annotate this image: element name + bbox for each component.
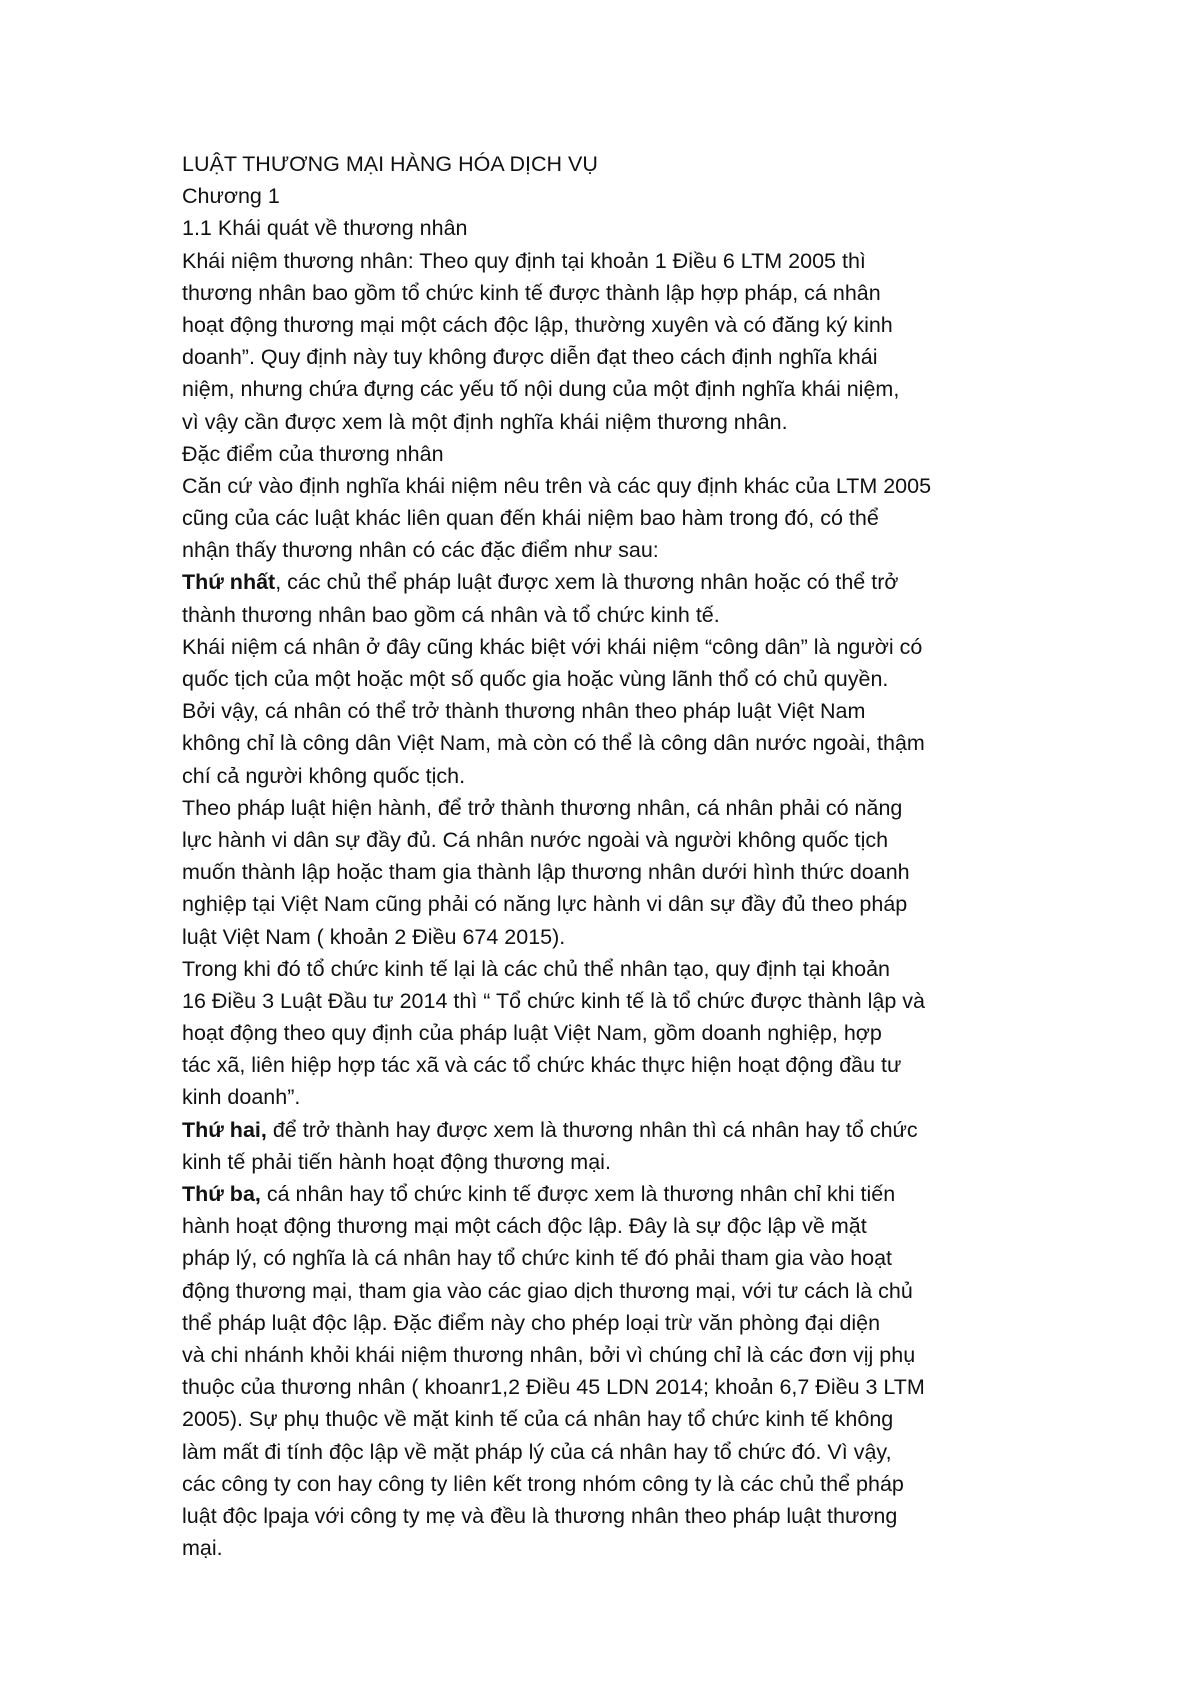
text-line: Theo pháp luật hiện hành, để trở thành thương nhân, cá nhân phải có năng bbox=[182, 795, 903, 820]
text-line: 2005). Sự phụ thuộc về mặt kinh tế của cá nhân hay tổ chức kinh tế không bbox=[182, 1407, 894, 1432]
chapter-heading: Chương 1 bbox=[182, 184, 280, 209]
text-line: Khái niệm cá nhân ở đây cũng khác biệt với khái niệm “công dân” là người có bbox=[182, 634, 923, 659]
text-line: luật Việt Nam ( khoản 2 Điều 674 2015). bbox=[182, 924, 566, 949]
third-feature-paragraph bbox=[182, 1178, 1040, 1564]
second-feature-paragraph bbox=[182, 1114, 1040, 1178]
text-line: thành thương nhân bao gồm cá nhân và tổ chức kinh tế. bbox=[182, 602, 720, 627]
text-line: Trong khi đó tổ chức kinh tế lại là các chủ thể nhân tạo, quy định tại khoản bbox=[182, 956, 891, 981]
intro-paragraph bbox=[182, 470, 1040, 567]
definition-paragraph bbox=[182, 245, 1040, 438]
features-heading: Đặc điểm của thương nhân bbox=[182, 441, 444, 466]
text-line: thương nhân bao gồm tổ chức kinh tế được thành lập hợp pháp, cá nhân bbox=[182, 280, 881, 305]
text-line: niệm, nhưng chứa đựng các yếu tố nội dung của một định nghĩa khái niệm, bbox=[182, 377, 900, 402]
text-line: luật độc lpaja với công ty mẹ và đều là thương nhân theo pháp luật thương bbox=[182, 1503, 898, 1528]
text-line: quốc tịch của một hoặc một số quốc gia hoặc vùng lãnh thổ có chủ quyền. bbox=[182, 667, 889, 691]
text-line: các công ty con hay công ty liên kết trong nhóm công ty là các chủ thể pháp bbox=[182, 1471, 904, 1496]
text-line: hành hoạt động thương mại một cách độc lập. Đây là sự độc lập về mặt bbox=[182, 1214, 867, 1239]
text-line: Căn cứ vào định nghĩa khái niệm nêu trên và các quy định khác của LTM 2005 bbox=[182, 473, 932, 498]
text-line: làm mất đi tính độc lập về mặt pháp lý của cá nhân hay tổ chức đó. Vì vậy, bbox=[182, 1439, 892, 1464]
third-feature-label: Thứ ba, bbox=[182, 1182, 261, 1206]
text-line: nhận thấy thương nhân có các đặc điểm như sau: bbox=[182, 538, 659, 563]
text-line: doanh”. Quy định này tuy không được diễn đạt theo cách định nghĩa khái bbox=[182, 345, 878, 370]
third-feature-text: cá nhân hay tổ chức kinh tế được xem là thương nhân chỉ khi tiến bbox=[260, 1182, 896, 1206]
text-line bbox=[182, 1114, 1040, 1146]
text-line bbox=[182, 566, 1040, 598]
text-line: chí cả người không quốc tịch. bbox=[182, 763, 466, 788]
text-line: lực hành vi dân sự đầy đủ. Cá nhân nước ngoài và người không quốc tịch bbox=[182, 827, 889, 852]
text-line: mại. bbox=[182, 1536, 223, 1561]
first-feature-paragraph bbox=[182, 566, 1040, 1113]
text-line: không chỉ là công dân Việt Nam, mà còn có thể là công dân nước ngoài, thậm bbox=[182, 731, 925, 756]
text-line: kinh tế phải tiến hành hoạt động thương mại. bbox=[182, 1149, 611, 1174]
text-line: thể pháp luật độc lập. Đặc điểm này cho phép loại trừ văn phòng đại diện bbox=[182, 1310, 881, 1335]
text-line: cũng của các luật khác liên quan đến khái niệm bao hàm trong đó, có thể bbox=[182, 506, 879, 531]
text-line: Khái niệm thương nhân: Theo quy định tại khoản 1 Điều 6 LTM 2005 thì bbox=[182, 248, 866, 273]
text-line: vì vậy cần được xem là một định nghĩa khái niệm thương nhân. bbox=[182, 409, 788, 434]
text-line: hoạt động theo quy định của pháp luật Việt Nam, gồm doanh nghiệp, hợp bbox=[182, 1021, 882, 1046]
text-line: 16 Điều 3 Luật Đầu tư 2014 thì “ Tổ chức kinh tế là tổ chức được thành lập và bbox=[182, 988, 925, 1013]
text-line: và chi nhánh khỏi khái niệm thương nhân, bởi vì chúng chỉ là các đơn vịj phụ bbox=[182, 1342, 916, 1367]
text-line: Bởi vậy, cá nhân có thể trở thành thương nhân theo pháp luật Việt Nam bbox=[182, 699, 866, 724]
document-body bbox=[182, 148, 1040, 1564]
text-line: thuộc của thương nhân ( khoanr1,2 Điều 45 LDN 2014; khoản 6,7 Điều 3 LTM bbox=[182, 1375, 925, 1400]
text-line: muốn thành lập hoặc tham gia thành lập thương nhân dưới hình thức doanh bbox=[182, 860, 910, 885]
first-feature-text: , các chủ thể pháp luật được xem là thương nhân hoặc có thể trở bbox=[275, 570, 899, 595]
text-line: tác xã, liên hiệp hợp tác xã và các tổ chức khác thực hiện hoạt động đầu tư bbox=[182, 1053, 902, 1078]
document-title: LUẬT THƯƠNG MẠI HÀNG HÓA DỊCH VỤ bbox=[182, 152, 598, 176]
text-line: hoạt động thương mại một cách độc lập, thường xuyên và có đăng ký kinh bbox=[182, 312, 893, 337]
second-feature-text: để trở thành hay được xem là thương nhân thì cá nhân hay tổ chức bbox=[266, 1117, 918, 1142]
second-feature-label: Thứ hai, bbox=[182, 1117, 267, 1142]
text-line bbox=[182, 1178, 1040, 1210]
text-line: nghiệp tại Việt Nam cũng phải có năng lực hành vi dân sự đầy đủ theo pháp bbox=[182, 892, 908, 917]
text-line: kinh doanh”. bbox=[182, 1085, 301, 1110]
text-line: pháp lý, có nghĩa là cá nhân hay tổ chức kinh tế đó phải tham gia vào hoạt bbox=[182, 1246, 893, 1271]
first-feature-label: Thứ nhất bbox=[182, 570, 276, 595]
text-line: động thương mại, tham gia vào các giao dịch thương mại, với tư cách là chủ bbox=[182, 1278, 913, 1303]
section-heading: 1.1 Khái quát về thương nhân bbox=[182, 216, 468, 241]
